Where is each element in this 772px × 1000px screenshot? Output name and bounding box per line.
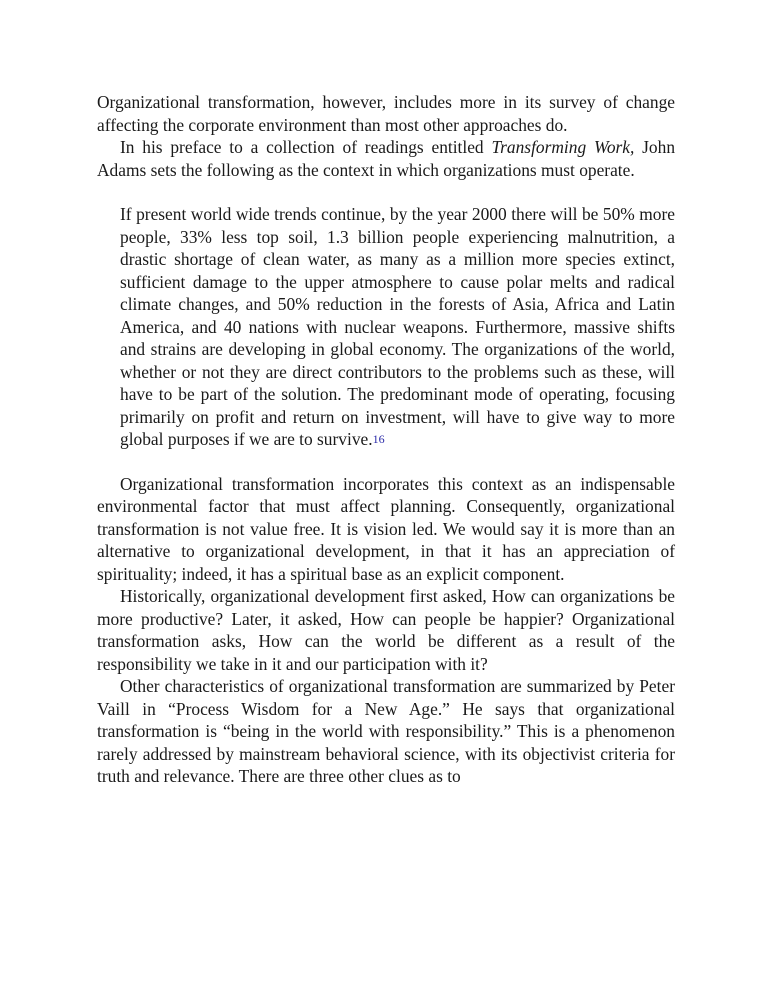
paragraph-5: Other characteristics of organizational transformation are summarized by Peter Vaill in “Process Wisdom for a New Age.” He says that organizational transformation is “being in the world with responsibility.” This is a phenomenon rarely addressed by mainstream behavioral science, with its objectivist criteria for truth and relevance. There are three other clues as to xyxy=(97,676,675,786)
paragraph-1: Organizational transformation, however, includes more in its survey of change affecting the corporate environment than most other approaches do. xyxy=(97,92,675,135)
paragraph-2 xyxy=(97,136,675,181)
block-quote-text: If present world wide trends continue, by the year 2000 there will be 50% more people, 33% less top soil, 1.3 billion people experiencing malnutrition, a drastic shortage of clean water, as many as a million more species extinct, sufficient damage to the upper atmosphere to cause polar melts and radical climate changes, and 50% reduction in the forests of Asia, Africa and Latin America, and 40 nations with nuclear weapons. Furthermore, massive shifts and strains are developing in global economy. The organizations of the world, whether or not they are direct contributors to the problems such as these, will have to be part of the solution. The predominant mode of operating, focusing primarily on profit and return on investment, will have to give way to more global purposes if we are to survive. xyxy=(120,204,675,449)
document-page xyxy=(97,91,675,788)
paragraph-2-tail: John Adams sets the following as the context in which organizations must operate. xyxy=(97,137,676,180)
paragraph-2-lead: In his preface to a collection of readings entitled xyxy=(120,137,492,157)
paragraph-4: Historically, organizational development first asked, How can organizations be more productive? Later, it asked, How can people be happier? Organizational transformation asks, How can the world be different as a result of the responsibility we take in it and our participation with it? xyxy=(97,586,675,674)
footnote-marker[interactable]: 16 xyxy=(372,432,385,446)
block-quote xyxy=(120,203,675,451)
book-title: Transforming Work, xyxy=(491,137,635,157)
paragraph-3: Organizational transformation incorporates this context as an indispensable environmental factor that must affect planning. Consequently, organizational transformation is not value free. It is vision led. We would say it is more than an alternative to organizational development, in that it has an appreciation of spirituality; indeed, it has a spiritual base as an explicit component. xyxy=(97,473,675,584)
